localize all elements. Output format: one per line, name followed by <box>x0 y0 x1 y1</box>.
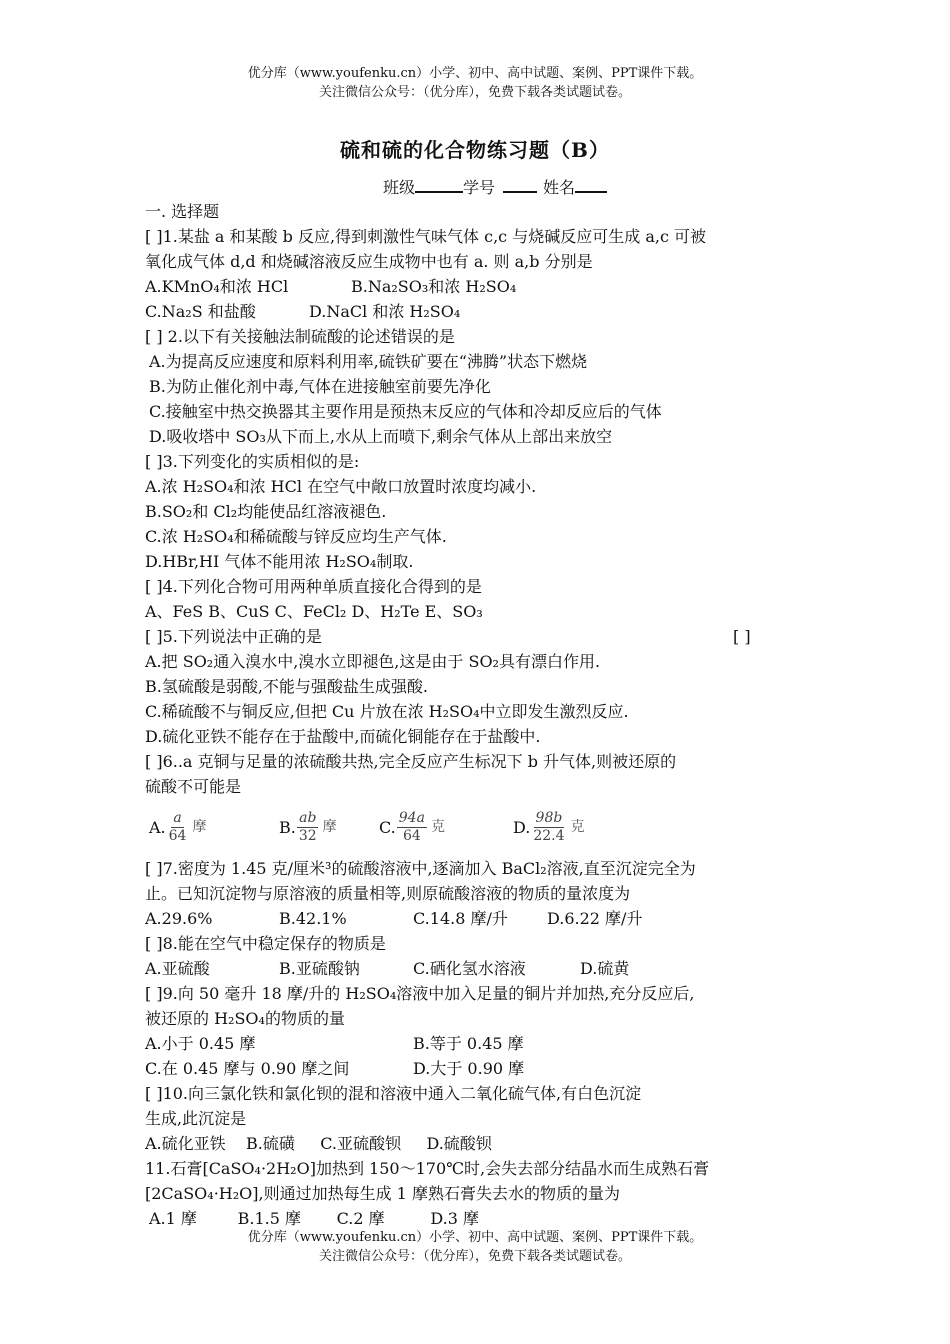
q1-stem-line-1: [ ]1.某盐 a 和某酸 b 反应,得到刺激性气味气体 c,c 与烧碱反应可生成 a,c 可被 <box>145 227 706 246</box>
q5-stem: [ ]5.下列说法中正确的是 <box>145 627 322 646</box>
q1-option-d: D.NaCl 和浓 H₂SO₄ <box>309 302 461 321</box>
q2-option-a: A.为提高反应速度和原料利用率,硫铁矿要在“沸腾”状态下燃烧 <box>149 352 588 371</box>
q7-stem-line-2: 止。已知沉淀物与原溶液的质量相等,则原硫酸溶液的物质的量浓度为 <box>145 884 631 903</box>
footer-line-1: 优分库（www.youfenku.cn）小学、初中、高中试题、案例、PPT课件下载。 <box>247 1230 703 1245</box>
q5-answer-bracket: [ ] <box>733 627 751 646</box>
student-id-label: 学号 <box>462 178 495 197</box>
q6-stem-line-1: [ ]6..a 克铜与足量的浓硫酸共热,完全反应产生标况下 b 升气体,则被还原的 <box>145 752 677 771</box>
q7-stem-line-1: [ ]7.密度为 1.45 克/厘米³的硫酸溶液中,逐滴加入 BaCl₂溶液,直至沉淀完全为 <box>145 859 696 878</box>
q6-option-a-numerator: a <box>173 809 182 826</box>
q9-options-row-1 <box>145 1031 809 1056</box>
q3-option-c: C.浓 H₂SO₄和稀硫酸与锌反应均生产气体. <box>145 527 447 546</box>
exam-content <box>145 199 809 1231</box>
q6-option-d-label: D. <box>513 817 531 837</box>
q1-option-a: A.KMnO₄和浓 HCl <box>145 277 289 296</box>
q6-option-b-fraction <box>297 810 319 845</box>
class-info-line <box>0 175 950 198</box>
q5-option-a: A.把 SO₂通入溴水中,溴水立即褪色,这是由于 SO₂具有漂白作用. <box>145 652 601 671</box>
q10-options: A.硫化亚铁 B.硫磺 C.亚硫酸钡 D.硫酸钡 <box>145 1134 492 1153</box>
q8-options <box>145 956 809 981</box>
q11-stem-line-1: 11.石膏[CaSO₄·2H₂O]加热到 150～170℃时,会失去部分结晶水而生成熟石膏 <box>145 1159 710 1178</box>
q6-options <box>145 801 809 853</box>
q2-option-d: D.吸收塔中 SO₃从下而上,水从上而喷下,剩余气体从上部出来放空 <box>149 427 613 446</box>
q6-option-a-unit: 摩 <box>192 818 207 835</box>
q7-option-c: C.14.8 摩/升 <box>413 909 508 928</box>
q6-option-c-denominator: 64 <box>402 827 421 844</box>
q6-stem-line-2: 硫酸不可能是 <box>145 777 242 796</box>
q3-option-d: D.HBr,HI 气体不能用浓 H₂SO₄制取. <box>145 552 414 571</box>
q4-options: A、FeS B、CuS C、FeCl₂ D、H₂Te E、SO₃ <box>145 602 483 621</box>
q5-option-c: C.稀硫酸不与铜反应,但把 Cu 片放在浓 H₂SO₄中立即发生激烈反应. <box>145 702 629 721</box>
q9-options-row-2 <box>145 1056 809 1081</box>
name-label: 姓名 <box>543 178 576 197</box>
q6-option-a <box>145 810 279 845</box>
q11-stem-line-2: [2CaSO₄·H₂O],则通过加热每生成 1 摩熟石膏失去水的物质的量为 <box>145 1184 620 1203</box>
q8-option-a: A.亚硫酸 <box>145 959 210 978</box>
q7-option-d: D.6.22 摩/升 <box>547 909 643 928</box>
q6-option-c-unit: 克 <box>430 818 445 835</box>
student-id-blank <box>503 177 537 193</box>
q6-option-b-denominator: 32 <box>298 827 317 844</box>
q2-option-b: B.为防止催化剂中毒,气体在进接触室前要先净化 <box>149 377 491 396</box>
q11-options: A.1 摩 B.1.5 摩 C.2 摩 D.3 摩 <box>149 1209 479 1228</box>
q6-option-b-numerator: ab <box>299 809 317 826</box>
q6-option-c <box>379 810 513 845</box>
q6-option-d-unit: 克 <box>570 818 585 835</box>
q1-option-c: C.Na₂S 和盐酸 <box>145 302 256 321</box>
q6-option-d-denominator: 22.4 <box>533 827 565 844</box>
q4-stem: [ ]4.下列化合物可用两种单质直接化合得到的是 <box>145 577 482 596</box>
q3-option-a: A.浓 H₂SO₄和浓 HCl 在空气中敞口放置时浓度均减小. <box>145 477 537 496</box>
q7-options <box>145 906 809 931</box>
q3-option-b: B.SO₂和 Cl₂均能使品红溶液褪色. <box>145 502 387 521</box>
q8-stem: [ ]8.能在空气中稳定保存的物质是 <box>145 934 386 953</box>
q6-option-c-label: C. <box>379 817 396 837</box>
section-heading: 一. 选择题 <box>145 202 220 221</box>
q1-options-row-2 <box>145 299 809 324</box>
q6-option-d <box>513 810 585 845</box>
header-line-2: 关注微信公众号：（优分库），免费下载各类试题试卷。 <box>318 85 631 100</box>
q6-option-b <box>279 810 379 845</box>
q2-option-c: C.接触室中热交换器其主要作用是预热末反应的气体和冷却反应后的气体 <box>149 402 662 421</box>
q10-stem-line-1: [ ]10.向三氯化铁和氯化钡的混和溶液中通入二氧化硫气体,有白色沉淀 <box>145 1084 642 1103</box>
page-footer <box>0 1228 950 1266</box>
q6-option-b-label: B. <box>279 817 296 837</box>
q6-option-a-fraction <box>167 810 189 845</box>
q5-option-b: B.氢硫酸是弱酸,不能与强酸盐生成强酸. <box>145 677 429 696</box>
class-blank <box>415 177 463 193</box>
q1-option-b: B.Na₂SO₃和浓 H₂SO₄ <box>351 277 517 296</box>
q1-options-row-1 <box>145 274 809 299</box>
header-line-1: 优分库（www.youfenku.cn）小学、初中、高中试题、案例、PPT课件下载。 <box>247 66 703 81</box>
q6-option-b-unit: 摩 <box>322 818 337 835</box>
q10-stem-line-2: 生成,此沉淀是 <box>145 1109 247 1128</box>
q2-stem: [ ] 2.以下有关接触法制硫酸的论述错误的是 <box>145 327 455 346</box>
q1-stem-line-2: 氧化成气体 d,d 和烧碱溶液反应生成物中也有 a. 则 a,b 分别是 <box>145 252 593 271</box>
q9-option-c: C.在 0.45 摩与 0.90 摩之间 <box>145 1059 350 1078</box>
q8-option-c: C.硒化氢水溶液 <box>413 959 526 978</box>
page-header <box>0 64 950 102</box>
q6-option-d-numerator: 98b <box>535 809 563 826</box>
q9-stem-line-1: [ ]9.向 50 毫升 18 摩/升的 H₂SO₄溶液中加入足量的铜片并加热,充分反应后, <box>145 984 695 1003</box>
q6-option-a-label: A. <box>149 817 166 837</box>
q9-option-a: A.小于 0.45 摩 <box>145 1034 256 1053</box>
q6-option-a-denominator: 64 <box>168 827 187 844</box>
q7-option-b: B.42.1% <box>279 909 347 928</box>
q6-option-c-fraction <box>397 810 427 845</box>
q5-option-d: D.硫化亚铁不能存在于盐酸中,而硫化铜能存在于盐酸中. <box>145 727 541 746</box>
q8-option-b: B.亚硫酸钠 <box>279 959 360 978</box>
q9-option-d: D.大于 0.90 摩 <box>413 1059 525 1078</box>
class-label: 班级 <box>382 178 415 197</box>
q6-option-d-fraction <box>531 810 566 845</box>
footer-line-2: 关注微信公众号：（优分库），免费下载各类试题试卷。 <box>318 1249 631 1264</box>
page-title: 硫和硫的化合物练习题（B） <box>340 138 610 162</box>
q9-stem-line-2: 被还原的 H₂SO₄的物质的量 <box>145 1009 345 1028</box>
q8-option-d: D.硫黄 <box>580 959 630 978</box>
q7-option-a: A.29.6% <box>145 909 213 928</box>
q6-option-c-numerator: 94a <box>398 809 425 826</box>
name-blank <box>575 177 607 193</box>
q3-stem: [ ]3.下列变化的实质相似的是: <box>145 452 360 471</box>
q5-stem-line <box>145 624 809 649</box>
q9-option-b: B.等于 0.45 摩 <box>413 1034 524 1053</box>
